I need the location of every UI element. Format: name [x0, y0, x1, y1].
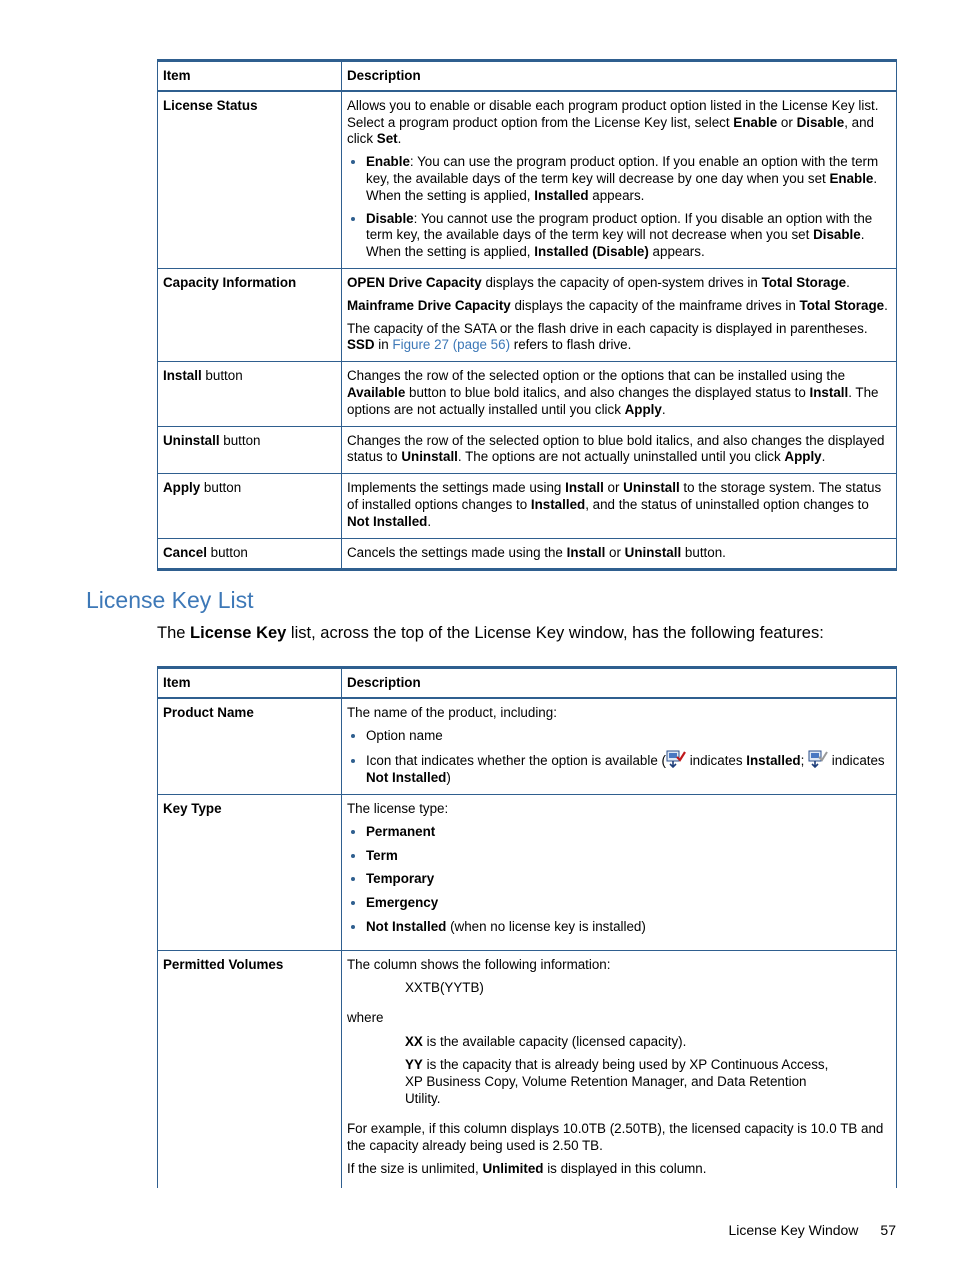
- table-header-row: [158, 61, 897, 91]
- row-description: Implements the settings made using Install or Uninstall to the storage system. The status of installed options changes to Installed, and the status of uninstalled option changes to Not Installed.: [342, 474, 897, 538]
- page-footer: [728, 1222, 896, 1238]
- list-item: • Emergency: [366, 895, 891, 912]
- table-row: [158, 474, 897, 538]
- table-row: [158, 362, 897, 426]
- not-installed-icon: [808, 750, 828, 768]
- list-item: • Term: [366, 848, 891, 865]
- table-row: [158, 698, 897, 795]
- table-row: [158, 950, 897, 1187]
- list-item: • Icon that indicates whether the option is available ( indicates Installed; indicates Not Installed): [366, 750, 891, 787]
- table-row: [158, 268, 897, 361]
- row-description: The name of the product, including: • Option name • Icon that indicates whether the option is available ( indicates Installed; indicates Not Installed): [342, 698, 897, 795]
- row-item-permitted-volumes: Permitted Volumes: [163, 956, 284, 972]
- row-item-capacity-information: Capacity Information: [163, 274, 297, 290]
- row-description: Changes the row of the selected option to blue bold italics, and also changes the displayed status to Uninstall. The options are not actually uninstalled until you click Apply.: [342, 426, 897, 474]
- header-item: Item: [158, 61, 342, 91]
- header-item: Item: [158, 668, 342, 698]
- row-description: The license type: • Permanent • Term • Temporary • Emergency • Not Installed (when no license key is installed): [342, 794, 897, 950]
- table-row: [158, 538, 897, 570]
- table-header-row: [158, 668, 897, 698]
- table-row: [158, 426, 897, 474]
- list-item: • Option name: [366, 728, 891, 745]
- section-heading: License Key List: [86, 587, 254, 613]
- license-settings-table: [157, 59, 897, 571]
- row-description: OPEN Drive Capacity displays the capacity of open-system drives in Total Storage. Mainframe Drive Capacity displays the capacity of the mainframe drives in Total Storage. The capacity of the SATA or the flash drive in each capacity is displayed in parentheses. SSD in Figure 27 (page 56) refers to flash drive.: [342, 268, 897, 361]
- header-description: Description: [342, 61, 897, 91]
- section-intro: The License Key list, across the top of the License Key window, has the following features:: [157, 624, 824, 642]
- row-item-license-status: License Status: [163, 97, 258, 113]
- row-item-cancel-button: Cancel button: [158, 538, 342, 570]
- footer-title: License Key Window: [728, 1222, 859, 1238]
- row-description: The column shows the following information: XXTB(YYTB) where XX is the available capacity (licensed capacity). YY is the capacity that is already being used by XP Continuous Access, XP Business Copy, Volume Retention Manager, and Data Retention Utility. For example, if this column displays 10.0TB (2.50TB), the licensed capacity is 10.0 TB and the capacity already being used is 2.50 TB. If the size is unlimited, Unlimited is displayed in this column.: [342, 950, 897, 1187]
- row-description: Changes the row of the selected option or the options that can be installed using the Available button to blue bold italics, and also changes the displayed status to Install. The options are not actually installed until you click Apply.: [342, 362, 897, 426]
- license-key-list-table: [157, 666, 897, 1188]
- row-item-install-button: Install button: [158, 362, 342, 426]
- installed-icon: [666, 750, 686, 768]
- list-item: • Temporary: [366, 871, 891, 888]
- list-item: • Permanent: [366, 824, 891, 841]
- page-number: 57: [880, 1222, 896, 1238]
- row-item-uninstall-button: Uninstall button: [158, 426, 342, 474]
- list-item: • Disable: You cannot use the program product option. If you disable an option with the term key, the available days of the term key will not decrease when you set Disable. When the setting is applied, Installed (Disable) appears.: [366, 211, 891, 261]
- table-row: [158, 794, 897, 950]
- row-item-key-type: Key Type: [163, 800, 222, 816]
- row-description: Cancels the settings made using the Install or Uninstall button.: [342, 538, 897, 570]
- list-item: • Not Installed (when no license key is installed): [366, 919, 891, 936]
- figure-27-link[interactable]: Figure 27 (page 56): [392, 337, 511, 353]
- format-string: XXTB(YYTB): [405, 979, 484, 995]
- row-description: Allows you to enable or disable each program product option listed in the License Key list. Select a program product option from the License Key list, select Enable or Disable, and click Set. • Enable: You can use the program product option. If you enable an option with the term key, the available days of the term key will decrease by one day when you set Enable. When the setting is applied, Installed appears. • Disable: You cannot use the program product option. If you disable an option with the term key, the available days of the term key will not decrease when you set Disable. When the setting is applied, Installed (Disable) appears.: [342, 91, 897, 269]
- list-item: • Enable: You can use the program product option. If you enable an option with the term key, the available days of the term key will decrease by one day when you set Enable. When the setting is applied, Installed appears.: [366, 154, 891, 204]
- row-item-apply-button: Apply button: [158, 474, 342, 538]
- table-row: [158, 91, 897, 269]
- row-item-product-name: Product Name: [163, 704, 254, 720]
- header-description: Description: [342, 668, 897, 698]
